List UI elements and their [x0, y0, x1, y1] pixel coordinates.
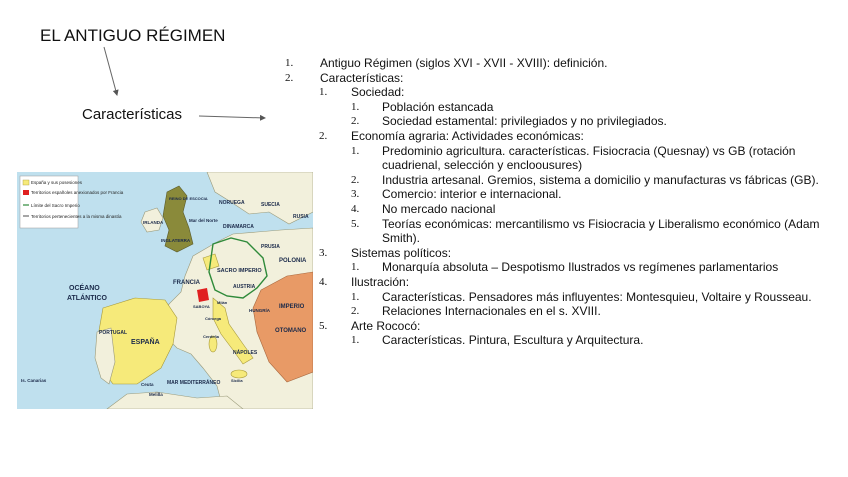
label-francia: FRANCIA [173, 280, 200, 286]
outline-item [285, 260, 840, 275]
outline-number: 5. [351, 217, 360, 230]
outline-item [285, 319, 840, 334]
outline-text: Sociedad estamental: privilegiados y no privilegiados. [382, 114, 667, 129]
outline-item [285, 290, 840, 305]
outline-text: Predominio agricultura. características. Fisiocracia (Quesnay) vs GB (rotación cuadrienal, selección y encloousures) [382, 143, 796, 173]
outline-text: Características: [320, 70, 404, 85]
arrow-title-to-subtitle [104, 47, 117, 95]
legend-empire-border: Límite del Sacro Imperio [31, 203, 80, 208]
content-outline [285, 56, 840, 348]
outline-number: 1. [351, 261, 360, 274]
label-polonia: POLONIA [279, 258, 307, 264]
outline-item [285, 246, 840, 261]
label-melilla: Melilla [149, 392, 163, 397]
outline-text: Sistemas políticos: [351, 245, 452, 260]
outline-number: 1. [351, 144, 360, 157]
outline-text: Población estancada [382, 99, 494, 114]
outline-item [285, 173, 840, 188]
outline-item [285, 85, 840, 100]
outline-number: 1. [351, 100, 360, 113]
outline-number: 2. [351, 173, 360, 186]
outline-item [285, 56, 840, 71]
label-noruega: NORUEGA [219, 200, 245, 206]
map-french-annex [197, 288, 209, 302]
label-austria: AUSTRIA [233, 284, 256, 290]
outline-item [285, 217, 840, 246]
outline-item [285, 100, 840, 115]
label-napoles: NÁPOLES [233, 350, 258, 356]
label-milan: Milán [217, 300, 228, 305]
label-saboya: SABOYA [193, 304, 210, 309]
outline-number: 1. [351, 334, 360, 347]
outline-item [285, 275, 840, 290]
outline-text: No mercado nacional [382, 201, 496, 216]
label-imperio: IMPERIO [279, 304, 305, 310]
outline-number: 4. [319, 275, 328, 288]
legend-dynasty: Territorios pertenecientes a la misma dinastía [31, 214, 122, 219]
outline-item [285, 187, 840, 202]
outline-number: 5. [319, 319, 328, 332]
label-prusia: PRUSIA [261, 244, 280, 250]
outline-number: 2. [319, 129, 328, 142]
outline-text: Ilustración: [351, 274, 410, 289]
legend-spain: España y sus posesiones [31, 180, 83, 185]
legend-french-annex: Territorios españoles anexionados por Francia [31, 190, 124, 195]
outline-number: 1. [319, 86, 328, 99]
section-subtitle: Características [82, 106, 183, 123]
label-cerdena: Cerdeña [203, 334, 220, 339]
outline-text: Arte Rococó: [351, 318, 421, 333]
europe-map [17, 172, 313, 409]
label-atlantico: ATLÁNTICO [67, 295, 107, 302]
outline-item [285, 202, 840, 217]
outline-text: Relaciones Internacionales en el s. XVIII. [382, 304, 601, 319]
arrow-subtitle-to-list [199, 116, 265, 118]
label-sicilia: Sicilia [231, 378, 243, 383]
label-dinamarca: DINAMARCA [223, 224, 254, 230]
label-otomano: OTOMANO [275, 328, 307, 334]
outline-item [285, 71, 840, 86]
label-portugal: PORTUGAL [99, 330, 128, 336]
label-hungria: HUNGRÍA [249, 308, 270, 313]
outline-text: Sociedad: [351, 85, 405, 100]
label-rusia: RUSIA [293, 214, 309, 220]
label-mediterraneo: MAR MEDITERRÁNEO [167, 380, 221, 386]
outline-number: 3. [319, 246, 328, 259]
outline-number: 4. [351, 202, 360, 215]
label-ceuta: Ceuta [141, 382, 154, 387]
label-sacro: SACRO IMPERIO [217, 268, 262, 274]
label-oceano: OCÉANO [69, 285, 100, 292]
outline-text: Teorías económicas: mercantilismo vs Fisiocracia y Liberalismo económico (Adam Smith). [382, 216, 820, 246]
outline-number: 1. [285, 57, 294, 69]
outline-item [285, 114, 840, 129]
label-mar-norte: Mar del Norte [189, 218, 218, 223]
label-corcega: Córcega [205, 316, 222, 321]
outline-item [285, 129, 840, 144]
outline-text: Características. Pintura, Escultura y Arquitectura. [382, 333, 644, 348]
outline-text: Antiguo Régimen (siglos XVI - XVII - XVIII): definición. [320, 56, 608, 70]
outline-number: 1. [351, 290, 360, 303]
outline-text: Comercio: interior e internacional. [382, 187, 562, 202]
label-irlanda: IRLANDA [143, 220, 164, 225]
map-sicily [231, 370, 247, 378]
outline-item [285, 333, 840, 348]
label-canarias: Is. Canarias [21, 378, 47, 383]
outline-text: Economía agraria: Actividades económicas: [351, 128, 584, 143]
label-suecia: SUECIA [261, 202, 280, 208]
outline-number: 2. [351, 305, 360, 318]
outline-number: 3. [351, 188, 360, 201]
outline-number: 2. [351, 115, 360, 128]
outline-item [285, 304, 840, 319]
outline-text: Monarquía absoluta – Despotismo Ilustrados vs regímenes parlamentarios [382, 260, 779, 275]
outline-item [285, 144, 840, 173]
outline-text: Industria artesanal. Gremios, sistema a domicilio y manufacturas vs fábricas (GB). [382, 172, 819, 187]
outline-number: 2. [285, 71, 294, 84]
label-espana: ESPAÑA [131, 339, 160, 346]
label-inglaterra: INGLATERRA [161, 238, 191, 243]
page-title: EL ANTIGUO RÉGIMEN [40, 26, 226, 45]
outline-text: Características. Pensadores más influyentes: Montesquieu, Voltaire y Rousseau. [382, 289, 812, 304]
label-escocia: REINO DE ESCOCIA [169, 196, 208, 201]
